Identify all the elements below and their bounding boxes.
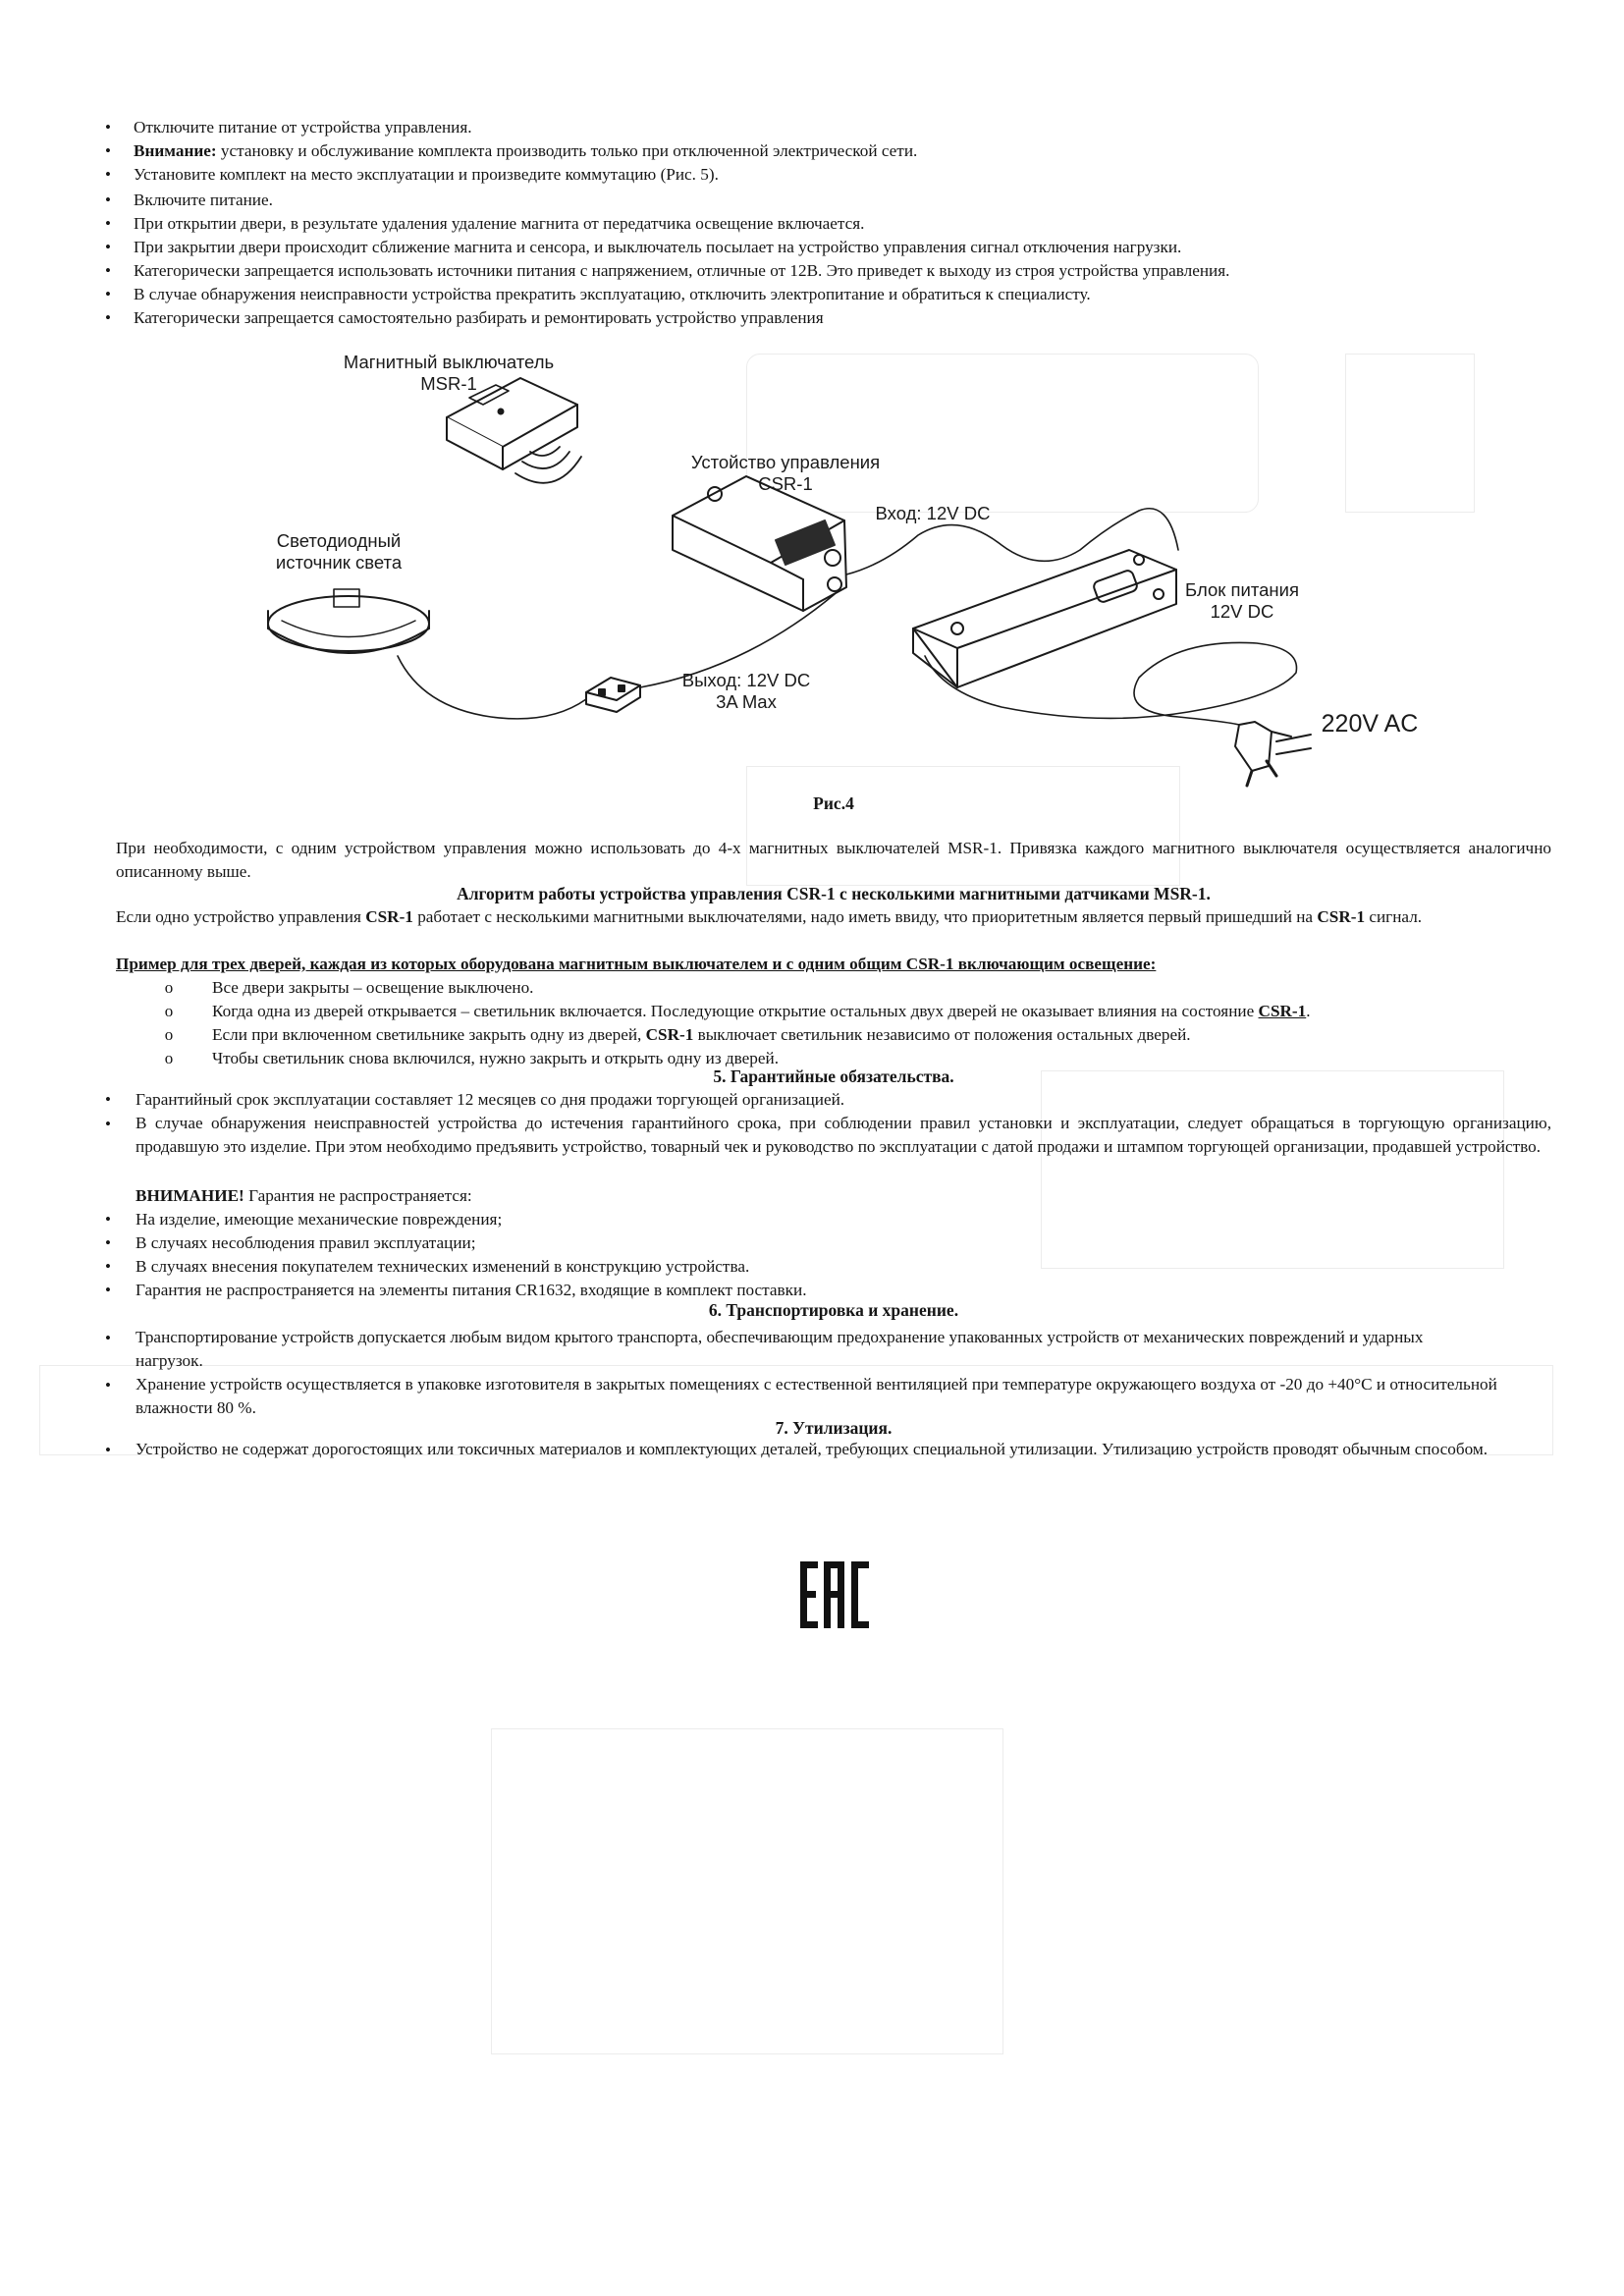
list-item-text: Отключите питание от устройства управления. xyxy=(134,118,472,137)
mains-label: 220V AC xyxy=(1321,710,1419,738)
controller-model-label: CSR-1 xyxy=(758,473,813,494)
eac-logo-icon xyxy=(800,1561,871,1628)
disposal-heading: 7. Утилизация. xyxy=(775,1418,893,1438)
connector-drawing xyxy=(586,678,640,712)
power-supply-drawing xyxy=(913,550,1176,687)
document-page: • Отключите питание от устройства управления. • Внимание: установку и обслуживание комплекта производить только при отключенной электрической сети. • Установите комплект на место эксплуатации и произведите коммутацию (Рис. 5). • Включите питание. • При открытии двери, в результате удаления удаление магнита от передатчика освещение включается. • При закрытии двери происходит сближение магнита и сенсора, и выключатель посылает на устройство управления сигнал отключения нагрузки. • Категорически запрещается использовать источники питания с напряжением, отличные от 12В. Это приведет к выходу из строя устройства управления. • В случае обнаружения неисправности устройства прекратить эксплуатацию, отключить электропитание и обратиться к специалисту. • Категорически запрещается самостоятельно разбирать и ремонтировать устройство управления Магнитный выключатель MSR-1 Устойство управления CSR-1 Вход: 12V DC Светодиодный источник света Выход: 12V DC 3A Max Блок питания 12V DC 220V AC Рис.4 При необходимости, с одним устройством управления можно использовать до 4-х магнитных выключателей MSR-1. Привязка каждого магнитного выключателя осуществляется аналогично описанному выше. Алгоритм работы устройства управления CSR-1 с несколькими магнитными датчиками MSR-1. Если одно устройство управления CSR-1 работает с несколькими магнитными выключателями, надо иметь ввиду, что приоритетным является первый пришедший на CSR-1 сигнал. Пример для трех дверей, каждая из которых оборудована магнитным выключателем и с одним общим CSR-1 включающим освещение: o Все двери закрыты – освещение выключено. o Когда одна из дверей открывается – светильник включается. Последующие открытие остальных двух дверей не оказывает влияния на состояние CSR-1. o Если при включенном светильнике закрыть одну из дверей, CSR-1 выключает светильник независимо от положения остальных дверей. o Чтобы светильник снова включился, нужно закрыть и открыть одну из дверей. 5. Гарантийные обязательства. • Гарантийный срок эксплуатации составляет 12 месяцев со дня продажи торгующей организацией. • В случае обнаружения неисправностей устройства до истечения гарантийного срока, при соблюдении правил установки и эксплуатации, следует обращаться в торгующую организацию, продавшую это изделие. При этом необходимо предъявить устройство, товарный чек и руководство по эксплуатации с датой продажи и штампом торгующей организации, продавшей устройство. ВНИМАНИЕ! Гарантия не распространяется: • На изделие, имеющие механические повреждения; • В случаях несоблюдения правил эксплуатации; • В случаях внесения покупателем технических изменений в конструкцию устройства. • Гарантия не распространяется на элементы питания CR1632, входящие в комплект поставки. 6. Транспортировка и хранение. • Транспортирование устройств допускается любым видом крытого транспорта, обеспечивающим предохранение упакованных устройств от механических повреждений и ударных нагрузок. • Хранение устройств осуществляется в упаковке изготовителя в закрытых помещениях с естественной вентиляцией при температуре окружающего воздуха от -20 до +40°С и относительной влажности 80 %. 7. Утилизация. • Устройство не содержат дорогостоящих или токсичных материалов и комплектующих деталей, требующих специальной утилизации. Утилизацию устройств проводят обычным способом. xyxy=(0,0,1624,2296)
example-heading: Пример для трех дверей, каждая из которых оборудована магнитным выключателем и с одним общим CSR-1 включающим освещение: xyxy=(116,955,1157,973)
switch-label: Магнитный выключатель xyxy=(343,352,555,372)
controller-drawing xyxy=(673,476,846,611)
switch-model-label: MSR-1 xyxy=(420,373,477,394)
list-item-text: В случае обнаружения неисправности устройства прекратить эксплуатацию, отключить электропитание и обратиться к специалисту. xyxy=(134,285,1091,303)
list-item-text: Категорически запрещается использовать источники питания с напряжением, отличные от 12В. Это приведет к выходу из строя устройства управления. xyxy=(134,261,1230,280)
warranty-item: В случае обнаружения неисправностей устройства до истечения гарантийного срока, при соблюдении правил установки и эксплуатации, следует обращаться в торгующую организацию, продавшую это изделие. При этом необходимо предъявить устройство, товарный чек и руководство по эксплуатации с датой продажи и штампом торгующей организации, продавшей устройство. xyxy=(135,1114,1551,1156)
transport-item: Транспортирование устройств допускается любым видом крытого транспорта, обеспечивающим предохранение упакованных устройств от механических повреждений и ударных нагрузок. xyxy=(135,1328,1424,1370)
psu-voltage-label: 12V DC xyxy=(1210,601,1274,622)
led-light-drawing xyxy=(268,589,429,653)
storage-item: Хранение устройств осуществляется в упаковке изготовителя в закрытых помещениях с естественной вентиляцией при температуре окружающего воздуха от -20 до +40°С и относительной влажности 80 %. xyxy=(135,1375,1497,1417)
disposal-item: Устройство не содержат дорогостоящих или токсичных материалов и комплектующих деталей, требующих специальной утилизации. Утилизацию устройств проводят обычным способом. xyxy=(135,1440,1489,1458)
list-item-text: При закрытии двери происходит сближение магнита и сенсора, и выключатель посылает на устройство управления сигнал отключения нагрузки. xyxy=(134,238,1182,256)
transport-heading: 6. Транспортировка и хранение. xyxy=(708,1300,959,1320)
eac-mark xyxy=(800,1561,871,1628)
output-current-label: 3A Max xyxy=(716,691,777,712)
list-item-text: Категорически запрещается самостоятельно разбирать и ремонтировать устройство управления xyxy=(134,308,824,327)
figure-caption: Рис.4 xyxy=(813,793,854,813)
list-item-text: установку и обслуживание комплекта производить только при отключенной электрической сети. xyxy=(216,141,918,160)
plug-drawing xyxy=(1235,722,1311,786)
input-label: Вход: 12V DC xyxy=(875,503,991,523)
algorithm-paragraph: Если одно устройство управления CSR-1 работает с несколькими магнитными выключателями, надо иметь ввиду, что приоритетным является первый пришедший на CSR-1 сигнал. xyxy=(116,907,1423,926)
algorithm-heading: Алгоритм работы устройства управления CSR-1 с несколькими магнитными датчиками MSR-1. xyxy=(457,884,1211,903)
output-label: Выход: 12V DC xyxy=(681,670,811,690)
psu-label: Блок питания xyxy=(1185,579,1299,600)
controller-label: Устойство управления xyxy=(690,452,881,472)
list-item-text: Установите комплект на место эксплуатации и произведите коммутацию (Рис. 5). xyxy=(134,165,719,184)
bleed-through-box xyxy=(1041,1070,1504,1269)
list-item-text: Включите питание. xyxy=(134,191,273,209)
led-label-2: источник света xyxy=(275,552,403,573)
warranty-heading: 5. Гарантийные обязательства. xyxy=(713,1066,954,1086)
paragraph-multi-switch: При необходимости, с одним устройством управления можно использовать до 4-х магнитных выключателей MSR-1. Привязка каждого магнитного выключателя осуществляется аналогично описанному выше. xyxy=(116,839,1551,881)
led-label: Светодиодный xyxy=(276,530,402,551)
bleed-through-box xyxy=(491,1728,1003,2054)
list-item-text: При открытии двери, в результате удаления удаление магнита от передатчика освещение включается. xyxy=(134,214,865,233)
attention-label: Внимание: xyxy=(134,141,217,160)
